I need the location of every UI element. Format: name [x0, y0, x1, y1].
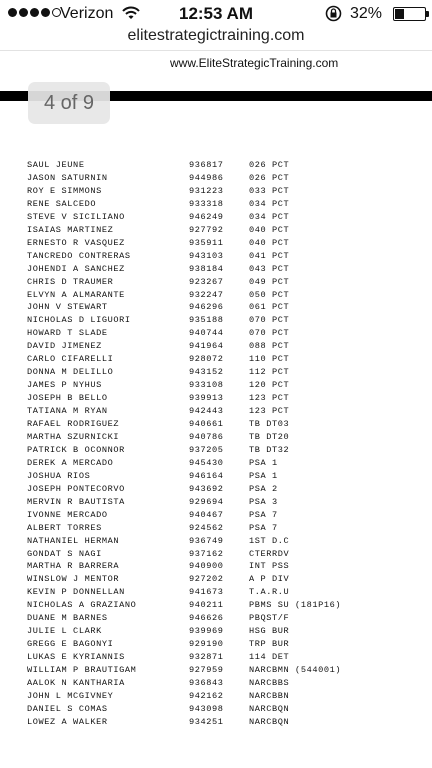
member-id: 940211 — [189, 600, 224, 611]
member-id: 928072 — [189, 354, 224, 365]
member-id: 938184 — [189, 263, 224, 274]
member-name: CHRIS D TRAUMER — [27, 276, 114, 287]
member-command: PSA 3 — [249, 496, 278, 507]
member-command: HSG BUR — [249, 626, 290, 637]
member-id: 933318 — [189, 198, 224, 209]
member-command: 041 PCT — [249, 250, 290, 261]
member-command: 070 PCT — [249, 328, 290, 339]
member-name: WILLIAM P BRAUTIGAM — [27, 665, 137, 676]
battery-percentage: 32% — [350, 5, 383, 22]
member-id: 935188 — [189, 315, 224, 326]
member-name: DUANE M BARNES — [27, 613, 108, 624]
member-name: NICHOLAS D LIGUORI — [27, 315, 131, 326]
member-id: 936843 — [189, 678, 224, 688]
member-command: NARCBBS — [249, 678, 290, 688]
member-name: DEREK A MERCADO — [27, 457, 114, 468]
member-command: PSA 7 — [249, 522, 278, 533]
member-id: 943152 — [189, 367, 224, 378]
member-name: ROY E SIMMONS — [27, 185, 102, 196]
member-id: 934251 — [189, 716, 224, 727]
member-command: 088 PCT — [249, 341, 290, 352]
member-command: 061 PCT — [249, 302, 290, 313]
member-name: DAVID JIMENEZ — [27, 341, 102, 352]
member-name: MERVIN R BAUTISTA — [27, 496, 125, 507]
member-command: CTERRDV — [249, 548, 290, 559]
member-name: JOSEPH B BELLO — [27, 393, 108, 404]
member-id: 932871 — [189, 652, 224, 663]
member-command: 034 PCT — [249, 198, 290, 209]
member-id: 931223 — [189, 185, 224, 196]
member-id: 924562 — [189, 522, 224, 533]
member-id: 943692 — [189, 483, 224, 494]
member-name: ISAIAS MARTINEZ — [27, 224, 114, 235]
member-name: AALOK N KANTHARIA — [27, 678, 125, 688]
member-id: 943103 — [189, 250, 224, 261]
address-bar[interactable]: elitestrategictraining.com — [127, 27, 305, 44]
member-name: JAMES P NYHUS — [27, 380, 102, 391]
member-name: WINSLOW J MENTOR — [27, 574, 120, 585]
member-name: HOWARD T SLADE — [27, 328, 108, 339]
member-command: NARCBQN — [249, 716, 290, 727]
member-id: 937162 — [189, 548, 224, 559]
member-name: NICHOLAS A GRAZIANO — [27, 600, 137, 611]
member-name: RENE SALCEDO — [27, 198, 97, 209]
member-id: 940786 — [189, 431, 224, 442]
status-bar — [0, 0, 432, 28]
toolbar-divider — [0, 50, 432, 51]
member-name: CARLO CIFARELLI — [27, 354, 114, 365]
member-name: PATRICK B OCONNOR — [27, 444, 125, 455]
member-id: 936749 — [189, 535, 224, 546]
member-name: GONDAT S NAGI — [27, 548, 102, 559]
member-name: JOHN V STEWART — [27, 302, 108, 313]
rotation-lock-icon — [325, 5, 342, 22]
member-id: 936817 — [189, 160, 224, 170]
member-name: MARTHA R BARRERA — [27, 561, 120, 572]
member-id: 940467 — [189, 509, 224, 520]
member-id: 929190 — [189, 639, 224, 650]
member-command: 1ST D.C — [249, 535, 290, 546]
member-name: NATHANIEL HERMAN — [27, 535, 120, 546]
member-id: 927202 — [189, 574, 224, 585]
member-name: JOSHUA RIOS — [27, 470, 91, 481]
member-name: ALBERT TORRES — [27, 522, 102, 533]
member-command: NARCBQN — [249, 703, 290, 714]
member-command: 040 PCT — [249, 224, 290, 235]
member-id: 943098 — [189, 703, 224, 714]
member-id: 940744 — [189, 328, 224, 339]
member-name: JOSEPH PONTECORVO — [27, 483, 125, 494]
member-name: STEVE V SICILIANO — [27, 211, 125, 222]
member-command: TRP BUR — [249, 639, 290, 650]
member-command: 033 PCT — [249, 185, 290, 196]
member-id: 923267 — [189, 276, 224, 287]
clock: 12:53 AM — [178, 4, 253, 23]
member-id: 933108 — [189, 380, 224, 391]
member-command: TB DT20 — [249, 431, 290, 442]
member-name: TANCREDO CONTRERAS — [27, 250, 131, 261]
member-command: PBQST/F — [249, 613, 290, 624]
member-name: LUKAS E KYRIANNIS — [27, 652, 125, 663]
member-name: JOHENDI A SANCHEZ — [27, 263, 125, 274]
member-name: TATIANA M RYAN — [27, 406, 108, 417]
member-command: 026 PCT — [249, 160, 290, 170]
member-id: 932247 — [189, 289, 224, 300]
member-name: GREGG E BAGONYI — [27, 639, 114, 650]
member-id: 935911 — [189, 237, 224, 248]
member-name: DONNA M DELILLO — [27, 367, 114, 378]
member-id: 942443 — [189, 406, 224, 417]
member-name: DANIEL S COMAS — [27, 703, 108, 714]
member-id: 941964 — [189, 341, 224, 352]
member-command: 043 PCT — [249, 263, 290, 274]
member-id: 946249 — [189, 211, 224, 222]
member-id: 941673 — [189, 587, 224, 598]
member-id: 946296 — [189, 302, 224, 313]
member-id: 945430 — [189, 457, 224, 468]
member-name: KEVIN P DONNELLAN — [27, 587, 125, 598]
member-command: PSA 1 — [249, 470, 278, 481]
member-command: NARCBBN — [249, 690, 290, 701]
member-command: 049 PCT — [249, 276, 290, 287]
member-id: 940661 — [189, 419, 224, 429]
member-name: MARTHA SZURNICKI — [27, 431, 120, 442]
page-indicator: 4 of 9 — [28, 82, 110, 124]
member-id: 946626 — [189, 613, 224, 624]
member-command: 120 PCT — [249, 380, 290, 391]
member-name: RAFAEL RODRIGUEZ — [27, 419, 120, 429]
member-command: 050 PCT — [249, 289, 290, 300]
member-id: 937205 — [189, 444, 224, 455]
member-name: JASON SATURNIN — [27, 172, 108, 183]
carrier-name: Verizon — [60, 5, 114, 22]
member-name: SAUL JEUNE — [27, 160, 85, 170]
member-command: 112 PCT — [249, 367, 290, 378]
member-name: IVONNE MERCADO — [27, 509, 108, 520]
member-command: INT PSS — [249, 561, 290, 572]
member-id: 939969 — [189, 626, 224, 637]
member-command: TB DT32 — [249, 444, 290, 455]
member-command: 034 PCT — [249, 211, 290, 222]
member-command: TB DT03 — [249, 419, 290, 429]
member-name: LOWEZ A WALKER — [27, 716, 108, 727]
member-command: A P DIV — [249, 574, 290, 585]
member-name: JULIE L CLARK — [27, 626, 102, 637]
member-name: ERNESTO R VASQUEZ — [27, 237, 125, 248]
member-id: 927959 — [189, 665, 224, 676]
battery-icon — [393, 7, 426, 21]
member-command: 070 PCT — [249, 315, 290, 326]
member-command: PBMS SU (181P16) — [249, 600, 342, 611]
member-command: 110 PCT — [249, 354, 290, 365]
member-name: JOHN L MCGIVNEY — [27, 690, 114, 701]
member-id: 939913 — [189, 393, 224, 404]
member-command: PSA 2 — [249, 483, 278, 494]
member-command: 114 DET — [249, 652, 290, 663]
member-command: NARCBMN (544001) — [249, 665, 342, 676]
member-command: 123 PCT — [249, 393, 290, 404]
member-command: PSA 1 — [249, 457, 278, 468]
member-id: 942162 — [189, 690, 224, 701]
member-id: 927792 — [189, 224, 224, 235]
member-command: T.A.R.U — [249, 587, 290, 598]
member-id: 946164 — [189, 470, 224, 481]
member-name: ELVYN A ALMARANTE — [27, 289, 125, 300]
document-header-url: www.EliteStrategicTraining.com — [170, 56, 339, 70]
member-id: 929694 — [189, 496, 224, 507]
member-command: 026 PCT — [249, 172, 290, 183]
member-id: 944986 — [189, 172, 224, 183]
member-id: 940900 — [189, 561, 224, 572]
member-command: 123 PCT — [249, 406, 290, 417]
member-command: PSA 7 — [249, 509, 278, 520]
member-command: 040 PCT — [249, 237, 290, 248]
